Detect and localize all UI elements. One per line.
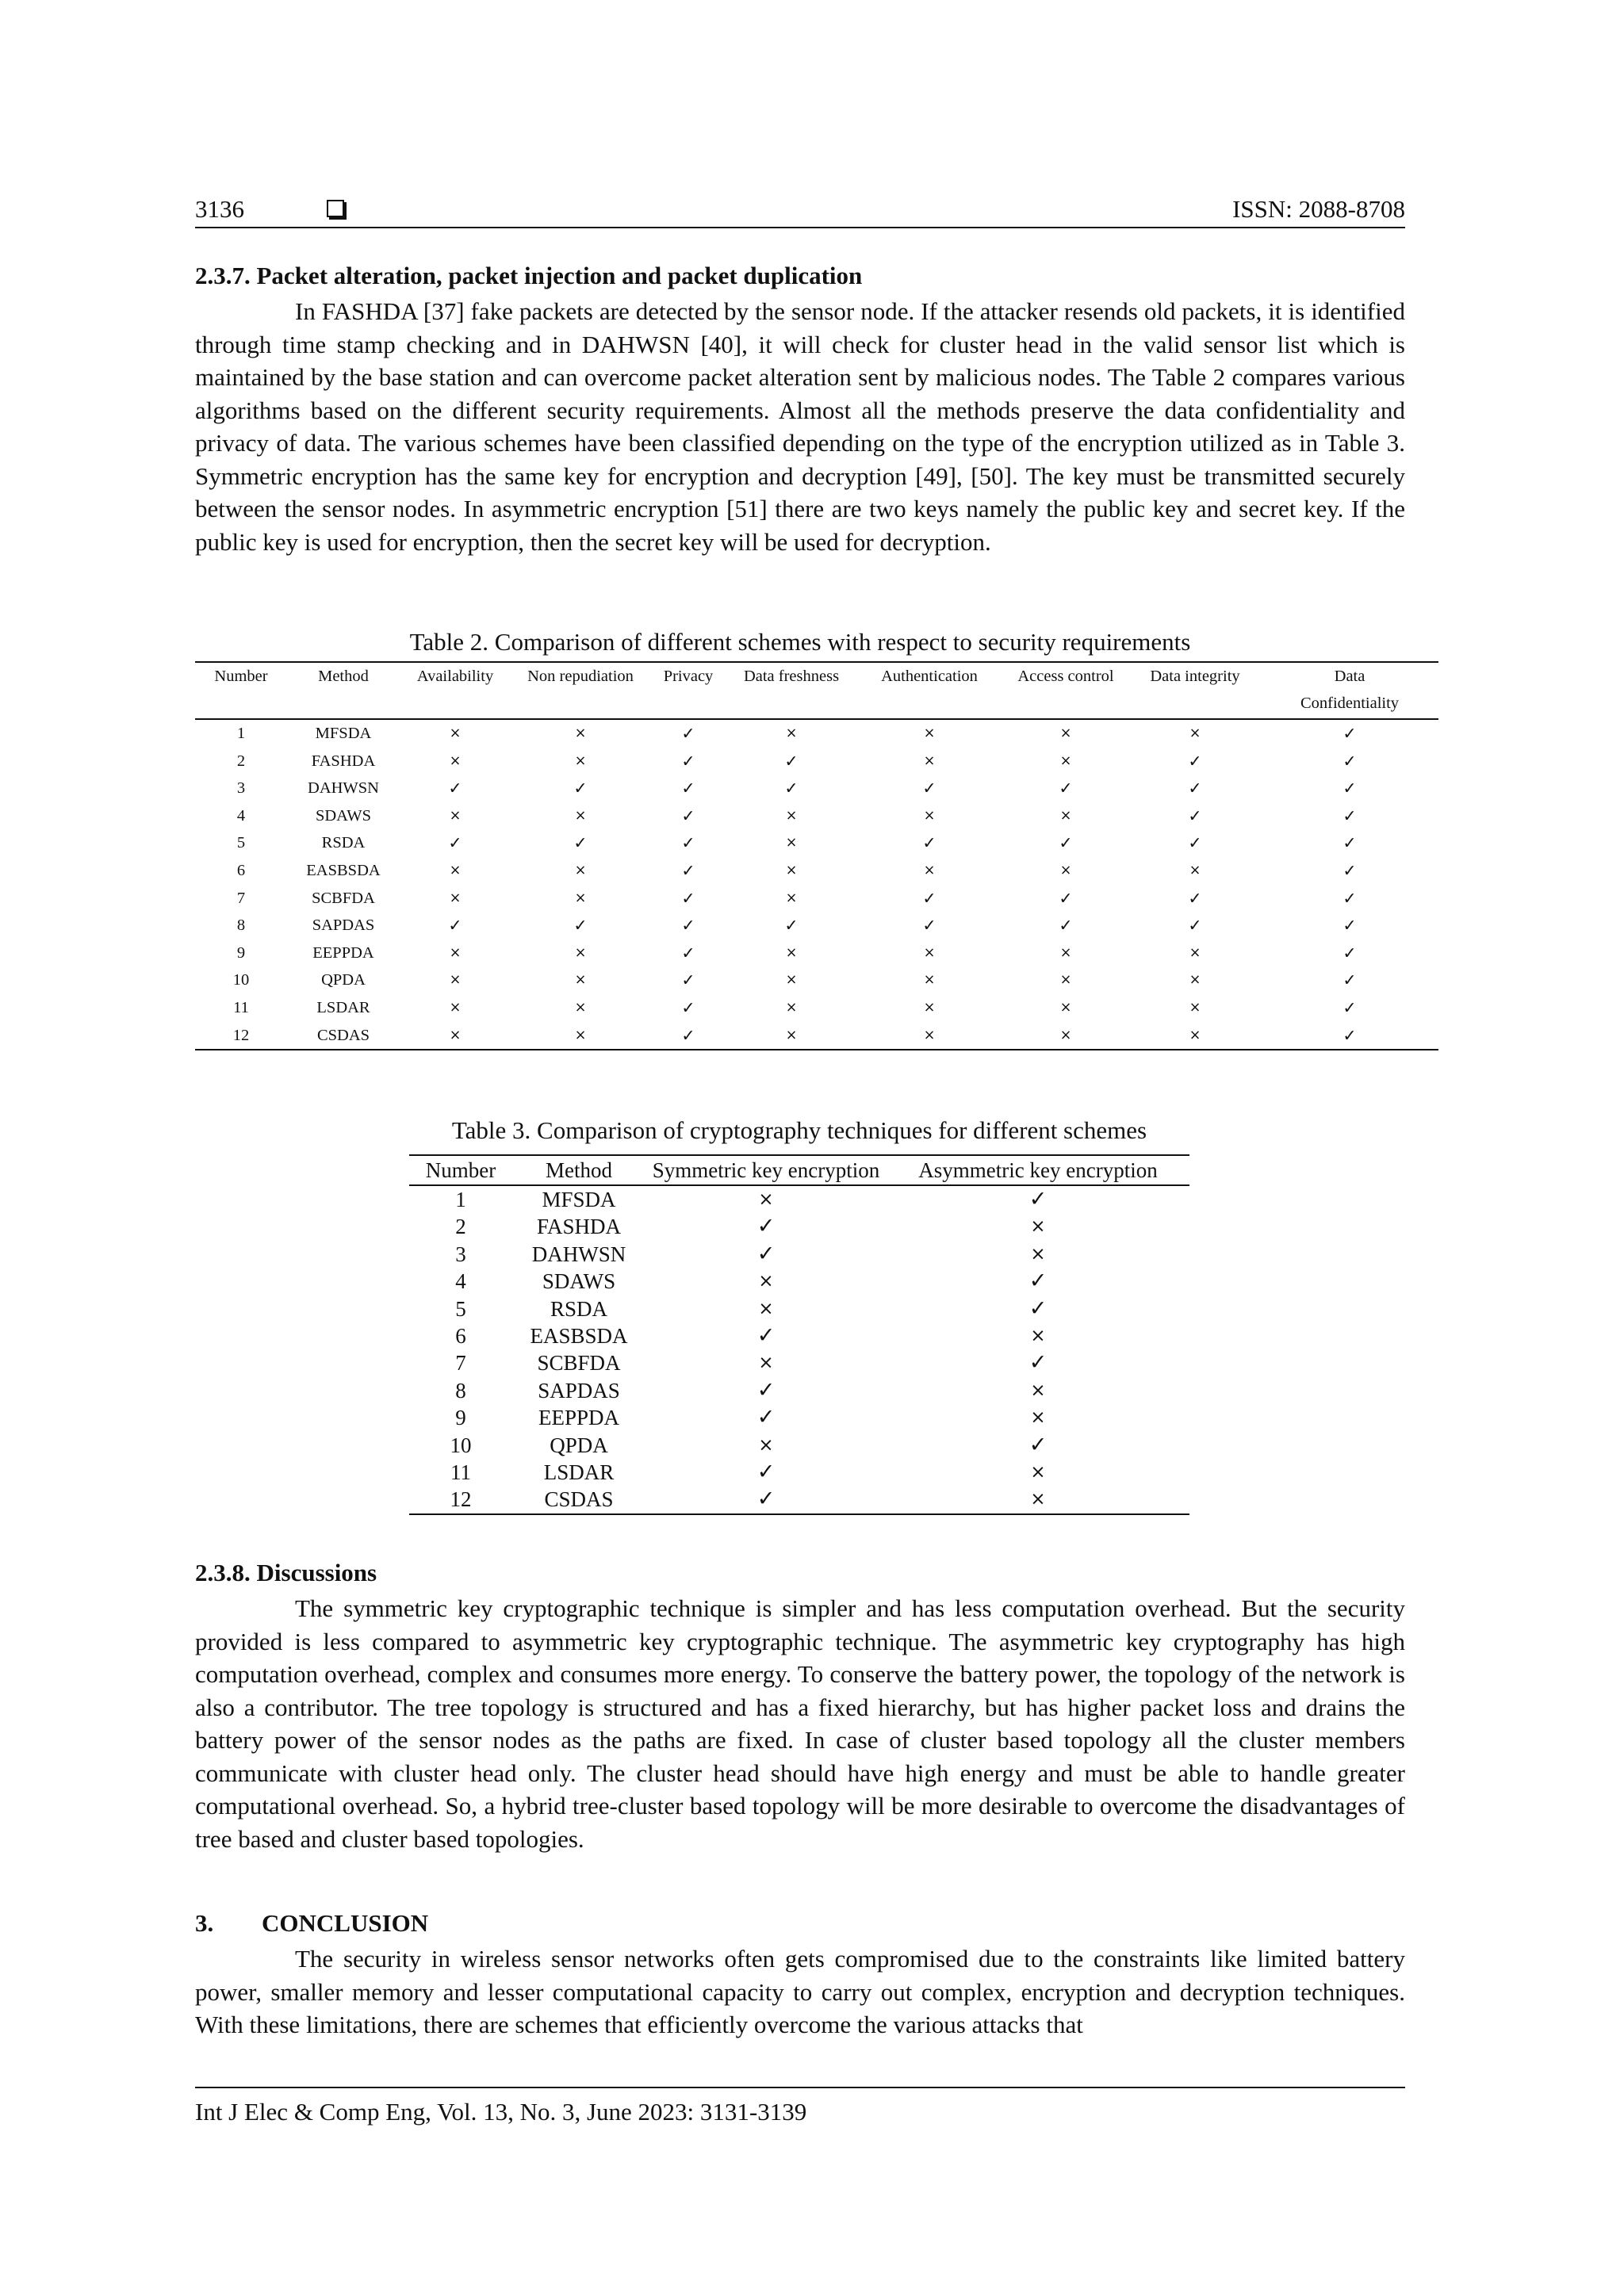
table3-header: Number xyxy=(425,1158,496,1182)
table3-cell: LSDAR xyxy=(543,1460,615,1485)
table3-row xyxy=(409,1322,1189,1349)
issn: ISSN: 2088-8708 xyxy=(1232,195,1405,223)
cross-icon: × xyxy=(758,1353,774,1374)
check-icon: ✓ xyxy=(681,724,695,743)
cross-icon: × xyxy=(449,972,462,989)
table2-header-line: Data xyxy=(1334,668,1365,685)
cross-icon: × xyxy=(1189,862,1201,878)
check-icon: ✓ xyxy=(1188,806,1202,825)
check-icon: ✓ xyxy=(681,833,695,853)
table2-header: Data freshness xyxy=(743,668,840,685)
cross-icon: × xyxy=(1189,972,1201,989)
table3-row xyxy=(409,1185,1189,1213)
check-icon: ✓ xyxy=(1342,751,1357,771)
table3-cell: RSDA xyxy=(550,1296,608,1321)
table3-row xyxy=(409,1213,1189,1240)
cross-icon: × xyxy=(923,944,936,961)
table2-cell: 12 xyxy=(232,1026,250,1044)
check-icon: ✓ xyxy=(756,1323,776,1349)
check-icon: ✓ xyxy=(1059,916,1073,936)
check-icon: ✓ xyxy=(922,779,936,798)
check-icon: ✓ xyxy=(1028,1269,1048,1294)
check-icon: ✓ xyxy=(1342,916,1357,936)
check-icon: ✓ xyxy=(448,833,462,853)
cross-icon: × xyxy=(923,725,936,741)
table3-row xyxy=(409,1459,1189,1486)
table3-row xyxy=(409,1432,1189,1459)
table2-cell: 2 xyxy=(236,752,246,770)
cross-icon: × xyxy=(923,972,936,989)
table2-caption: Table 2. Comparison of different schemes with respect to security requirements xyxy=(409,628,1191,656)
table2-header: Privacy xyxy=(663,668,714,685)
check-icon: ✓ xyxy=(681,779,695,798)
cross-icon: × xyxy=(1059,862,1072,878)
check-icon: ✓ xyxy=(681,916,695,936)
table3-cell: FASHDA xyxy=(536,1215,622,1239)
table3-row xyxy=(409,1486,1189,1513)
check-icon: ✓ xyxy=(922,833,936,853)
table2-header-row xyxy=(195,662,1438,719)
cross-icon: × xyxy=(785,972,798,989)
check-icon: ✓ xyxy=(1188,779,1202,798)
cross-icon: × xyxy=(923,752,936,769)
table3-header: Method xyxy=(546,1158,612,1182)
check-icon: ✓ xyxy=(1059,888,1073,908)
check-icon: ✓ xyxy=(1342,833,1357,853)
cross-icon: × xyxy=(785,807,798,824)
table3-cell: 5 xyxy=(455,1296,466,1321)
check-icon: ✓ xyxy=(1342,860,1357,880)
table3-cell: MFSDA xyxy=(542,1188,616,1211)
table2-header: Number xyxy=(214,668,268,685)
cross-icon: × xyxy=(785,835,798,851)
table2-cell: SAPDAS xyxy=(312,916,375,935)
table3-row xyxy=(409,1404,1189,1431)
cross-icon: × xyxy=(1030,1462,1046,1483)
table2-cell: SDAWS xyxy=(315,806,372,825)
cross-icon: × xyxy=(1030,1380,1046,1401)
check-icon: ✓ xyxy=(448,916,462,936)
cross-icon: × xyxy=(449,890,462,906)
cross-icon: × xyxy=(574,807,587,824)
table2-cell: 9 xyxy=(236,943,246,962)
cross-icon: × xyxy=(1059,725,1072,741)
check-icon: ✓ xyxy=(1188,751,1202,771)
table2-header-data-confidentiality xyxy=(1261,662,1438,719)
cross-icon: × xyxy=(574,1027,587,1043)
table3-cell: 2 xyxy=(455,1215,466,1239)
cross-icon: × xyxy=(1059,807,1072,824)
cross-icon: × xyxy=(1189,999,1201,1016)
footer-rule xyxy=(195,2087,1405,2088)
cross-icon: × xyxy=(758,1298,774,1319)
cross-icon: × xyxy=(449,999,462,1016)
cross-icon: × xyxy=(449,807,462,824)
table2-cell: EASBSDA xyxy=(306,861,381,879)
cross-icon: × xyxy=(574,999,587,1016)
table2-cell: FASHDA xyxy=(311,752,376,770)
table2-cell: CSDAS xyxy=(316,1026,370,1044)
table2-header: Access control xyxy=(1017,668,1114,685)
check-icon: ✓ xyxy=(756,1460,776,1485)
check-icon: ✓ xyxy=(784,916,799,936)
table2-row xyxy=(195,802,1438,830)
check-icon: ✓ xyxy=(1342,724,1357,743)
cross-icon: × xyxy=(1189,944,1201,961)
table2-cell: LSDAR xyxy=(316,998,370,1016)
check-icon: ✓ xyxy=(573,779,588,798)
table2-cell: MFSDA xyxy=(315,725,372,742)
table2-cell: 10 xyxy=(232,971,250,989)
cross-icon: × xyxy=(1030,1326,1046,1347)
cross-icon: × xyxy=(574,972,587,989)
table3-row xyxy=(409,1349,1189,1376)
cross-icon: × xyxy=(1059,972,1072,989)
cross-icon: × xyxy=(574,862,587,878)
cross-icon: × xyxy=(1030,1489,1046,1510)
check-icon: ✓ xyxy=(784,751,799,771)
table2-header-line: Confidentiality xyxy=(1300,695,1400,712)
table3-row xyxy=(409,1268,1189,1295)
cross-icon: × xyxy=(449,752,462,769)
table2-row xyxy=(195,885,1438,913)
cross-icon: × xyxy=(574,752,587,769)
check-icon: ✓ xyxy=(573,833,588,853)
check-icon: ✓ xyxy=(756,1241,776,1266)
table3-header: Symmetric key encryption xyxy=(652,1158,880,1182)
cross-icon: × xyxy=(923,807,936,824)
cross-icon: × xyxy=(1030,1407,1046,1429)
table3-cell: 12 xyxy=(450,1487,472,1512)
check-icon: ✓ xyxy=(1028,1187,1048,1211)
cross-icon: × xyxy=(923,862,936,878)
table2-row xyxy=(195,748,1438,775)
table2-cell: 6 xyxy=(236,861,246,879)
table3-cell: 3 xyxy=(455,1242,466,1266)
table3-row xyxy=(409,1295,1189,1322)
checkbox-square-icon xyxy=(327,200,344,217)
table3-cell: QPDA xyxy=(550,1433,608,1457)
table2-cell: 1 xyxy=(236,725,246,742)
check-icon: ✓ xyxy=(1342,997,1357,1017)
check-icon: ✓ xyxy=(573,916,588,936)
table2-cell: 5 xyxy=(236,834,246,852)
cross-icon: × xyxy=(1030,1216,1046,1238)
check-icon: ✓ xyxy=(1188,833,1202,853)
check-icon: ✓ xyxy=(681,888,695,908)
check-icon: ✓ xyxy=(1028,1350,1048,1376)
table3-header: Asymmetric key encryption xyxy=(918,1158,1158,1182)
section-2-3-8-heading: 2.3.8. Discussions xyxy=(195,1559,377,1586)
check-icon: ✓ xyxy=(448,779,462,798)
check-icon: ✓ xyxy=(681,970,695,990)
cross-icon: × xyxy=(449,1027,462,1043)
table2-cell: 4 xyxy=(236,806,246,825)
cross-icon: × xyxy=(1059,752,1072,769)
check-icon: ✓ xyxy=(922,916,936,936)
table2-header: Authentication xyxy=(881,668,978,685)
table2-cell: 3 xyxy=(236,779,246,798)
table3-cell: 7 xyxy=(455,1351,466,1376)
table2-cell: SCBFDA xyxy=(312,889,375,907)
check-icon: ✓ xyxy=(1188,888,1202,908)
cross-icon: × xyxy=(785,725,798,741)
table3-cell: 4 xyxy=(455,1269,466,1294)
check-icon: ✓ xyxy=(1028,1295,1048,1321)
cross-icon: × xyxy=(785,862,798,878)
section-2-3-8-paragraph: The symmetric key cryptographic technique is simpler and has less computation overhead. But the security provided is less compared to asymmetric key cryptographic technique. The asymmetric key cryptography has high computation overhead, complex and consumes more energy. To conserve the battery power, the topology of the network is also a contributor. The tree topology is structured and has a fixed hierarchy, but has higher packet loss and drains the battery power of the sensor nodes as the paths are fixed. In case of cluster based topology all the cluster members communicate with cluster head only. The cluster head should have high energy and must be able to handle greater computational overhead. So, a hybrid tree-cluster based topology will be more desirable to overcome the disadvantages of tree based and cluster based topologies. xyxy=(195,1594,1405,1853)
table3 xyxy=(409,1154,1189,1515)
cross-icon: × xyxy=(758,1434,774,1456)
table2-header: Method xyxy=(318,668,369,685)
table2-header: Non repudiation xyxy=(527,668,634,685)
table2-cell: 8 xyxy=(236,916,246,935)
table2-cell: EEPPDA xyxy=(312,943,374,962)
check-icon: ✓ xyxy=(681,997,695,1017)
table2-cell: 11 xyxy=(233,998,249,1016)
check-icon: ✓ xyxy=(1342,779,1357,798)
cross-icon: × xyxy=(574,890,587,906)
table2-row xyxy=(195,829,1438,857)
page-number: 3136 xyxy=(195,195,244,223)
table2-row xyxy=(195,1022,1438,1050)
table3-cell: SDAWS xyxy=(542,1269,616,1294)
table3-cell: 11 xyxy=(450,1460,471,1485)
cross-icon: × xyxy=(1059,1027,1072,1043)
check-icon: ✓ xyxy=(756,1377,776,1402)
footer-citation: Int J Elec & Comp Eng, Vol. 13, No. 3, June 2023: 3131-3139 xyxy=(195,2098,807,2126)
check-icon: ✓ xyxy=(1188,916,1202,936)
check-icon: ✓ xyxy=(756,1214,776,1239)
table2-cell: DAHWSN xyxy=(308,779,379,798)
table2-row xyxy=(195,857,1438,885)
header-rule xyxy=(195,227,1405,228)
check-icon: ✓ xyxy=(922,888,936,908)
check-icon: ✓ xyxy=(1342,888,1357,908)
table3-cell: EASBSDA xyxy=(530,1324,628,1349)
cross-icon: × xyxy=(785,944,798,961)
cross-icon: × xyxy=(1030,1243,1046,1265)
table2-header: Availability xyxy=(416,668,494,685)
section-3-heading: CONCLUSION xyxy=(262,1909,429,1937)
check-icon: ✓ xyxy=(756,1405,776,1430)
check-icon: ✓ xyxy=(681,860,695,880)
table3-cell: 8 xyxy=(455,1378,466,1402)
cross-icon: × xyxy=(923,1027,936,1043)
check-icon: ✓ xyxy=(1059,779,1073,798)
cross-icon: × xyxy=(449,862,462,878)
check-icon: ✓ xyxy=(784,779,799,798)
check-icon: ✓ xyxy=(756,1487,776,1512)
table3-row xyxy=(409,1377,1189,1404)
cross-icon: × xyxy=(1059,999,1072,1016)
cross-icon: × xyxy=(923,999,936,1016)
section-3-number: 3. xyxy=(195,1909,214,1937)
check-icon: ✓ xyxy=(681,751,695,771)
table3-header-row xyxy=(409,1155,1189,1185)
table2-row xyxy=(195,966,1438,994)
section-3-paragraph: The security in wireless sensor networks often gets compromised due to the constraints like limited battery power, smaller memory and lesser computational capacity to carry out complex, encryption and decryption techniques. With these limitations, there are schemes that efficiently overcome the various attacks that xyxy=(195,1945,1405,2038)
cross-icon: × xyxy=(758,1271,774,1292)
check-icon: ✓ xyxy=(681,943,695,962)
table3-cell: 6 xyxy=(455,1324,466,1349)
table3-cell: 9 xyxy=(455,1406,466,1430)
table3-caption: Table 3. Comparison of cryptography techniques for different schemes xyxy=(451,1116,1147,1144)
table3-cell: CSDAS xyxy=(544,1487,614,1512)
check-icon: ✓ xyxy=(1342,970,1357,990)
check-icon: ✓ xyxy=(681,1025,695,1045)
table2-cell: RSDA xyxy=(321,834,366,852)
table2-row xyxy=(195,912,1438,939)
check-icon: ✓ xyxy=(1028,1432,1048,1457)
table3-cell: SAPDAS xyxy=(538,1378,620,1402)
cross-icon: × xyxy=(1189,1027,1201,1043)
check-icon: ✓ xyxy=(1342,943,1357,962)
check-icon: ✓ xyxy=(1059,833,1073,853)
table2-row xyxy=(195,719,1438,748)
check-icon: ✓ xyxy=(1342,806,1357,825)
table2-header: Data integrity xyxy=(1150,668,1240,685)
cross-icon: × xyxy=(449,725,462,741)
table2-cell: 7 xyxy=(236,889,246,907)
table2-row xyxy=(195,939,1438,967)
table3-cell: 10 xyxy=(450,1433,472,1457)
cross-icon: × xyxy=(758,1189,774,1210)
check-icon: ✓ xyxy=(1342,1025,1357,1045)
cross-icon: × xyxy=(574,944,587,961)
table2 xyxy=(195,661,1438,1050)
table2-row xyxy=(195,775,1438,802)
cross-icon: × xyxy=(574,725,587,741)
table2-row xyxy=(195,994,1438,1022)
table3-cell: 1 xyxy=(455,1188,466,1211)
cross-icon: × xyxy=(785,1027,798,1043)
cross-icon: × xyxy=(785,999,798,1016)
table3-cell: SCBFDA xyxy=(537,1351,621,1376)
cross-icon: × xyxy=(1189,725,1201,741)
cross-icon: × xyxy=(449,944,462,961)
table2-cell: QPDA xyxy=(321,971,366,989)
cross-icon: × xyxy=(1059,944,1072,961)
cross-icon: × xyxy=(785,890,798,906)
table3-cell: EEPPDA xyxy=(538,1406,619,1430)
section-2-3-7-paragraph: In FASHDA [37] fake packets are detected by the sensor node. If the attacker resends old packets, it is identified through time stamp checking and in DAHWSN [40], it will check for cluster head in the valid sensor list which is maintained by the base station and can overcome packet alteration sent by malicious nodes. The Table 2 compares various algorithms based on the different security requirements. Almost all the methods preserve the data confidentiality and privacy of data. The various schemes have been classified depending on the type of the encryption utilized as in Table 3. Symmetric encryption has the same key for encryption and decryption [49], [50]. The key must be transmitted securely between the sensor nodes. In asymmetric encryption [51] there are two keys namely the public key and secret key. If the public key is used for encryption, then the secret key will be used for decryption. xyxy=(195,297,1405,556)
table3-row xyxy=(409,1241,1189,1268)
section-2-3-7-heading: 2.3.7. Packet alteration, packet injection and packet duplication xyxy=(195,262,863,289)
table3-cell: DAHWSN xyxy=(531,1242,626,1266)
check-icon: ✓ xyxy=(681,806,695,825)
